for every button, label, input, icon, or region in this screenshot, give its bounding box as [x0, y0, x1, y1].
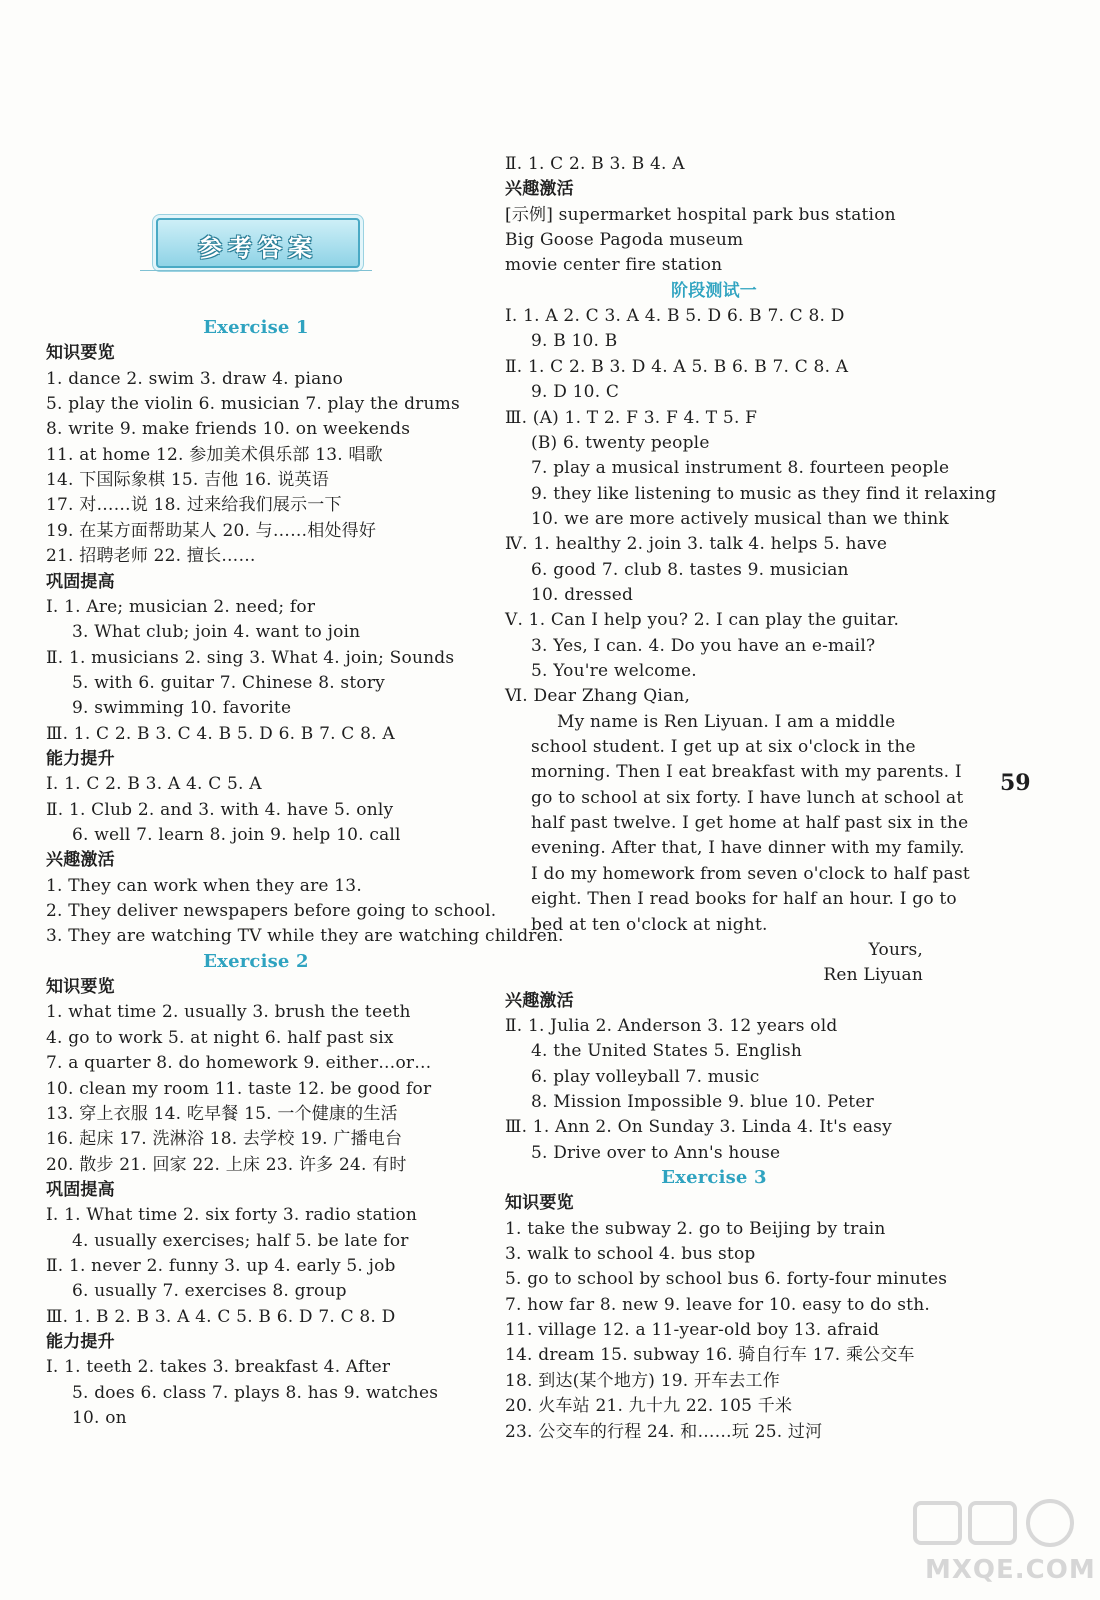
answer-line: go to school at six forty. I have lunch at school at — [531, 787, 964, 808]
answer-line: Ⅱ. 1. never 2. funny 3. up 4. early 5. job — [46, 1255, 396, 1276]
exercise-title: 阶段测试一 — [671, 280, 757, 301]
answer-line: 1. dance 2. swim 3. draw 4. piano — [46, 368, 344, 389]
answer-line: 3. walk to school 4. bus stop — [505, 1244, 756, 1265]
answer-line: 5. go to school by school bus 6. forty-four minutes — [505, 1269, 948, 1290]
answer-line: 11. village 12. a 11-year-old boy 13. afraid — [505, 1320, 880, 1341]
section-heading: 兴趣激活 — [46, 850, 115, 871]
answer-line: 5. play the violin 6. musician 7. play the drums — [46, 394, 460, 415]
answer-line: eight. Then I read books for half an hour. I go to — [531, 889, 957, 910]
exercise-title: Exercise 3 — [661, 1167, 767, 1188]
answer-line: (B) 6. twenty people — [531, 432, 710, 453]
answer-line: Ⅵ. Dear Zhang Qian, — [505, 686, 691, 707]
answer-line: half past twelve. I get home at half past six in the — [531, 813, 969, 834]
answer-line: Ⅲ. 1. Ann 2. On Sunday 3. Linda 4. It's easy — [505, 1117, 892, 1138]
answer-line: 7. how far 8. new 9. leave for 10. easy to do sth. — [505, 1294, 930, 1315]
section-heading: 巩固提高 — [46, 1179, 115, 1200]
answer-line: evening. After that, I have dinner with my family. — [531, 838, 965, 859]
answer-line: Ⅲ. 1. B 2. B 3. A 4. C 5. B 6. D 7. C 8. D — [46, 1306, 396, 1327]
answer-line: 7. play a musical instrument 8. fourteen people — [531, 458, 950, 479]
section-heading: 知识要览 — [46, 977, 115, 998]
answer-line: Ⅱ. 1. Julia 2. Anderson 3. 12 years old — [505, 1015, 838, 1036]
answer-line: Big Goose Pagoda museum — [505, 230, 744, 251]
answer-line: 10. we are more actively musical than we think — [531, 508, 949, 529]
answer-line: 1. take the subway 2. go to Beijing by train — [505, 1218, 886, 1239]
answer-line: 10. clean my room 11. taste 12. be good for — [46, 1078, 432, 1099]
answer-line: Ⅰ. 1. teeth 2. takes 3. breakfast 4. After — [46, 1357, 391, 1378]
answer-line: 23. 公交车的行程 24. 和……玩 25. 过河 — [505, 1421, 823, 1442]
section-heading: 兴趣激活 — [505, 990, 574, 1011]
answer-line: Ⅱ. 1. Club 2. and 3. with 4. have 5. only — [46, 799, 394, 820]
answer-line: Ren Liyuan — [823, 965, 923, 986]
answer-line: 5. with 6. guitar 7. Chinese 8. story — [72, 672, 385, 693]
answer-line: Ⅰ. 1. C 2. B 3. A 4. C 5. A — [46, 774, 262, 795]
answer-line: 20. 散步 21. 回家 22. 上床 23. 许多 24. 有时 — [46, 1154, 407, 1175]
answer-line: [示例] supermarket hospital park bus station — [505, 204, 896, 225]
answer-line: 3. What club; join 4. want to join — [72, 622, 361, 643]
answer-line: 4. the United States 5. English — [531, 1041, 803, 1062]
answer-line: 3. Yes, I can. 4. Do you have an e-mail? — [531, 635, 876, 656]
answer-line: 1. They can work when they are 13. — [46, 875, 362, 896]
answer-line: I do my homework from seven o'clock to half past — [531, 863, 970, 884]
section-heading: 能力提升 — [46, 748, 115, 769]
answer-line: 21. 招聘老师 22. 擅长…… — [46, 546, 256, 567]
answer-line: school student. I get up at six o'clock in the — [531, 737, 916, 758]
answer-line: 10. dressed — [531, 584, 634, 605]
watermark-text: MXQE.COM — [925, 1555, 1096, 1585]
answer-line: movie center fire station — [505, 255, 723, 276]
answer-line: 13. 穿上衣服 14. 吃早餐 15. 一个健康的生活 — [46, 1103, 398, 1124]
banner-title: 参考答案 — [198, 234, 318, 262]
answer-line: 11. at home 12. 参加美术俱乐部 13. 唱歌 — [46, 444, 383, 465]
answer-line: 2. They deliver newspapers before going to school. — [46, 901, 497, 922]
answer-line: Yours, — [868, 939, 923, 960]
answer-line: 5. does 6. class 7. plays 8. has 9. watches — [72, 1382, 439, 1403]
answer-line: Ⅱ. 1. musicians 2. sing 3. What 4. join; Sounds — [46, 647, 455, 668]
answer-line: morning. Then I eat breakfast with my parents. I — [531, 762, 962, 783]
section-heading: 知识要览 — [505, 1193, 574, 1214]
answer-line: 4. usually exercises; half 5. be late for — [72, 1230, 409, 1251]
answer-line: 16. 起床 17. 洗淋浴 18. 去学校 19. 广播电台 — [46, 1129, 403, 1150]
answer-line: 9. D 10. C — [531, 382, 620, 403]
answer-line: 1. what time 2. usually 3. brush the teeth — [46, 1002, 411, 1023]
answer-line: Ⅱ. 1. C 2. B 3. B 4. A — [505, 154, 685, 174]
answer-line: Ⅳ. 1. healthy 2. join 3. talk 4. helps 5. have — [505, 534, 888, 555]
answer-line: 4. go to work 5. at night 6. half past six — [46, 1027, 394, 1048]
answer-line: Ⅰ. 1. What time 2. six forty 3. radio station — [46, 1205, 418, 1226]
answer-line: 6. well 7. learn 8. join 9. help 10. call — [72, 825, 401, 845]
answer-line: 3. They are watching TV while they are watching children. — [46, 926, 564, 947]
answer-line: 5. Drive over to Ann's house — [531, 1142, 781, 1163]
section-heading: 巩固提高 — [46, 571, 115, 592]
section-heading: 能力提升 — [46, 1332, 115, 1352]
answer-line: Ⅲ. 1. C 2. B 3. C 4. B 5. D 6. B 7. C 8. A — [46, 723, 395, 744]
answer-line: Ⅱ. 1. C 2. B 3. D 4. A 5. B 6. B 7. C 8. A — [505, 356, 849, 377]
answer-line: 9. swimming 10. favorite — [72, 698, 292, 719]
answer-line: 14. dream 15. subway 16. 骑自行车 17. 乘公交车 — [505, 1345, 915, 1366]
answer-line: 6. good 7. club 8. tastes 9. musician — [531, 559, 849, 580]
answer-line: 19. 在某方面帮助某人 20. 与……相处得好 — [46, 520, 377, 541]
answer-line: My name is Ren Liyuan. I am a middle — [557, 711, 896, 732]
answer-line: 7. a quarter 8. do homework 9. either…or… — [46, 1053, 432, 1074]
answer-line: 9. they like listening to music as they find it relaxing — [531, 483, 997, 504]
answer-line: Ⅴ. 1. Can I help you? 2. I can play the guitar. — [505, 610, 900, 631]
answer-line: bed at ten o'clock at night. — [531, 914, 768, 935]
answer-line: Ⅲ. (A) 1. T 2. F 3. F 4. T 5. F — [505, 407, 758, 428]
answer-line: Ⅰ. 1. Are; musician 2. need; for — [46, 596, 316, 617]
page-number: 59 — [1000, 770, 1031, 796]
exercise-title: Exercise 2 — [203, 950, 309, 972]
answer-line: Ⅰ. 1. A 2. C 3. A 4. B 5. D 6. B 7. C 8. D — [505, 306, 845, 327]
answer-line: 6. usually 7. exercises 8. group — [72, 1281, 347, 1302]
section-heading: 知识要览 — [46, 343, 115, 364]
answer-line: 20. 火车站 21. 九十九 22. 105 千米 — [505, 1396, 793, 1417]
answer-line: 18. 到达(某个地方) 19. 开车去工作 — [505, 1370, 780, 1391]
watermark-logo — [905, 1495, 1096, 1590]
answer-line: 6. play volleyball 7. music — [531, 1066, 760, 1087]
answer-line: 8. Mission Impossible 9. blue 10. Peter — [531, 1091, 874, 1112]
section-heading: 兴趣激活 — [505, 179, 574, 200]
answer-line: 14. 下国际象棋 15. 吉他 16. 说英语 — [46, 470, 329, 491]
answer-line: 5. You're welcome. — [531, 661, 697, 681]
banner-underline — [140, 256, 372, 271]
answer-line: 8. write 9. make friends 10. on weekends — [46, 419, 411, 440]
answer-line: 17. 对……说 18. 过来给我们展示一下 — [46, 495, 342, 516]
answer-line: 10. on — [72, 1408, 127, 1429]
exercise-title: Exercise 1 — [203, 317, 309, 338]
answer-line: 9. B 10. B — [531, 331, 618, 352]
